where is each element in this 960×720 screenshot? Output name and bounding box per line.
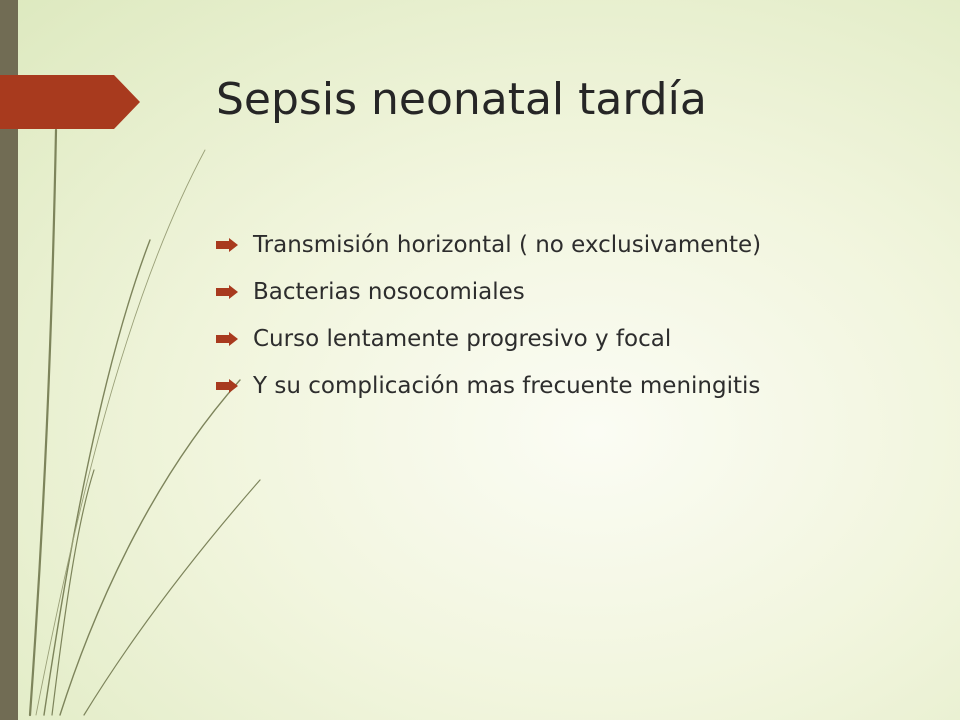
arrow-bullet-icon [216, 379, 238, 393]
bullet-list [216, 228, 856, 416]
slide-title: Sepsis neonatal tardía [216, 74, 707, 125]
arrow-bullet-icon [216, 238, 238, 252]
list-item [216, 369, 856, 403]
bullet-text: Bacterias nosocomiales [253, 279, 525, 305]
bullet-text: Transmisión horizontal ( no exclusivamente) [253, 232, 762, 258]
list-item [216, 275, 856, 309]
bullet-text: Y su complicación mas frecuente meningitis [253, 373, 761, 399]
list-item [216, 322, 856, 356]
list-item [216, 228, 856, 262]
arrow-bullet-icon [216, 332, 238, 346]
arrow-bullet-icon [216, 285, 238, 299]
bullet-text: Curso lentamente progresivo y focal [253, 326, 672, 352]
title-arrow-icon [0, 75, 140, 129]
